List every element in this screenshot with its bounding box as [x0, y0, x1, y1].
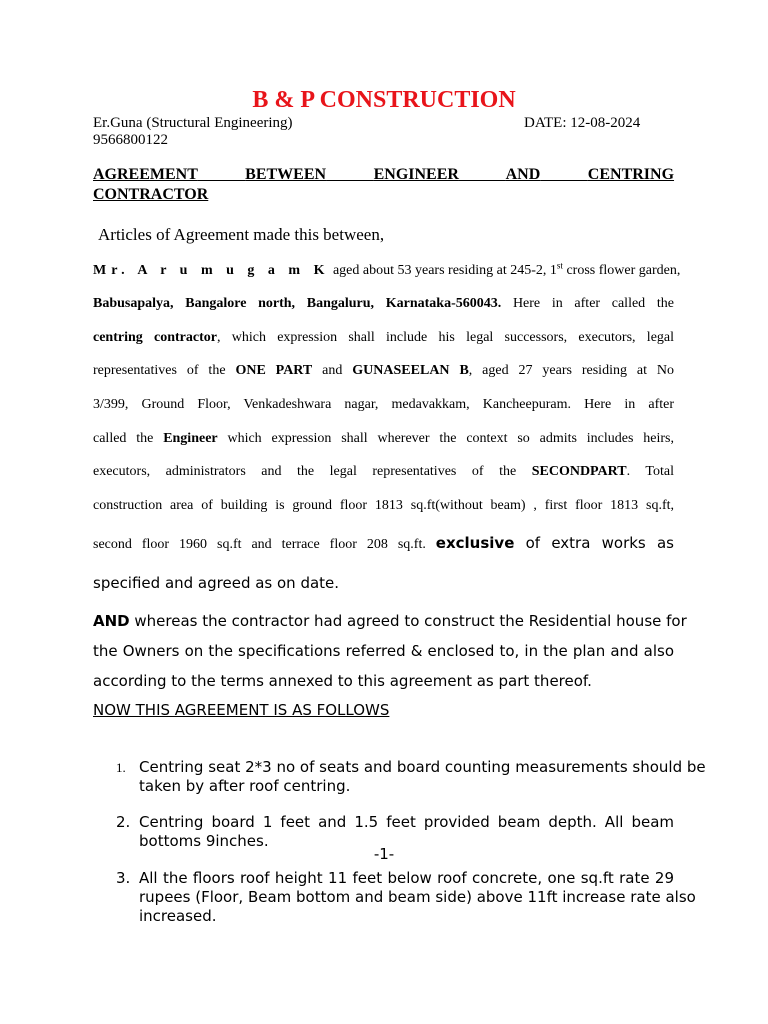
para-text: second floor 1960 sq.ft and terrace floor 208 sq.ft. [93, 537, 436, 552]
bold-term: SECONDPART [531, 464, 627, 479]
list-item-number: 2. [116, 813, 131, 831]
para-line [93, 430, 674, 448]
list-item-line: taken by after roof centring. [139, 777, 351, 795]
para-text: whereas the contractor had agreed to construct the Residential house for [129, 612, 687, 630]
para-text: . Total [626, 464, 674, 479]
list-item-number: 3. [116, 869, 131, 887]
para-line [93, 362, 674, 380]
para-line [93, 260, 681, 280]
contractor-address: Babusapalya, Bangalore north, Bangaluru, Karnataka-560043. [93, 296, 502, 311]
bold-term: exclusive [435, 534, 515, 552]
para-text: Here in after called the [501, 296, 674, 311]
para-text: of extra works as [514, 534, 674, 552]
engineer-name-bold: GUNASEELAN B [352, 363, 469, 378]
and-para-line [93, 611, 687, 631]
heading-word: CENTRING [587, 166, 675, 183]
and-para-line: the Owners on the specifications referred & enclosed to, in the plan and also [93, 642, 674, 660]
list-item-line: increased. [139, 907, 217, 925]
para-text: , aged 27 years residing at No [468, 363, 674, 378]
para-text: cross flower garden, [562, 263, 681, 278]
list-item-line: bottoms 9inches. [139, 832, 269, 850]
agreement-heading [93, 165, 674, 185]
para-text: called the [93, 431, 164, 446]
list-item-line: Centring board 1 feet and 1.5 feet provided beam depth. All beam [139, 813, 674, 831]
bold-term: ONE PART [235, 363, 313, 378]
para-line [93, 534, 674, 554]
bold-term: AND [93, 612, 130, 630]
list-item-line: All the floors roof height 11 feet below roof concrete, one sq.ft rate 29 [139, 869, 674, 887]
list-item-number: 1. [116, 760, 126, 775]
agreement-heading-line2: CONTRACTOR [93, 186, 209, 203]
document-date: DATE: 12-08-2024 [524, 115, 641, 131]
heading-word: AND [505, 166, 541, 183]
para-text: , which expression shall include his legal successors, executors, legal [217, 330, 675, 345]
para-text: executors, administrators and the legal representatives of the [93, 464, 532, 479]
para-line: construction area of building is ground floor 1813 sq.ft(without beam) , first floor 1813 sq.ft, [93, 498, 674, 513]
phone-number: 9566800122 [93, 132, 168, 148]
para-text: representatives of the [93, 363, 236, 378]
page-number: -1- [373, 845, 395, 863]
list-item-line: Centring seat 2*3 no of seats and board counting measurements should be [139, 758, 706, 776]
heading-word: AGREEMENT [93, 166, 198, 183]
section-heading: NOW THIS AGREEMENT IS AS FOLLOWS [93, 701, 390, 719]
heading-word: BETWEEN [245, 166, 327, 183]
para-line: 3/399, Ground Floor, Venkadeshwara nagar, medavakkam, Kancheepuram. Here in after [93, 397, 674, 412]
para-line [93, 463, 674, 481]
and-para-line: according to the terms annexed to this agreement as part thereof. [93, 672, 592, 690]
para-text: and [312, 363, 353, 378]
bold-term: centring contractor [93, 330, 217, 345]
para-line [93, 295, 674, 313]
para-text: which expression shall wherever the context so admits includes heirs, [217, 431, 674, 446]
bold-term: Engineer [163, 431, 218, 446]
superscript: st [556, 260, 563, 271]
list-item-line: rupees (Floor, Beam bottom and beam side) above 11ft increase rate also [139, 888, 696, 906]
intro-text: Articles of Agreement made this between, [98, 225, 385, 244]
para-line [93, 329, 674, 347]
company-title: B & P CONSTRUCTION [252, 87, 516, 113]
heading-word: ENGINEER [373, 166, 459, 183]
para-text: aged about 53 years residing at 245-2, 1 [329, 263, 557, 278]
engineer-name: Er.Guna (Structural Engineering) [93, 115, 293, 131]
contractor-name: Mr. A r u m u g a m K [93, 263, 330, 278]
para-line: specified and agreed as on date. [93, 574, 340, 592]
